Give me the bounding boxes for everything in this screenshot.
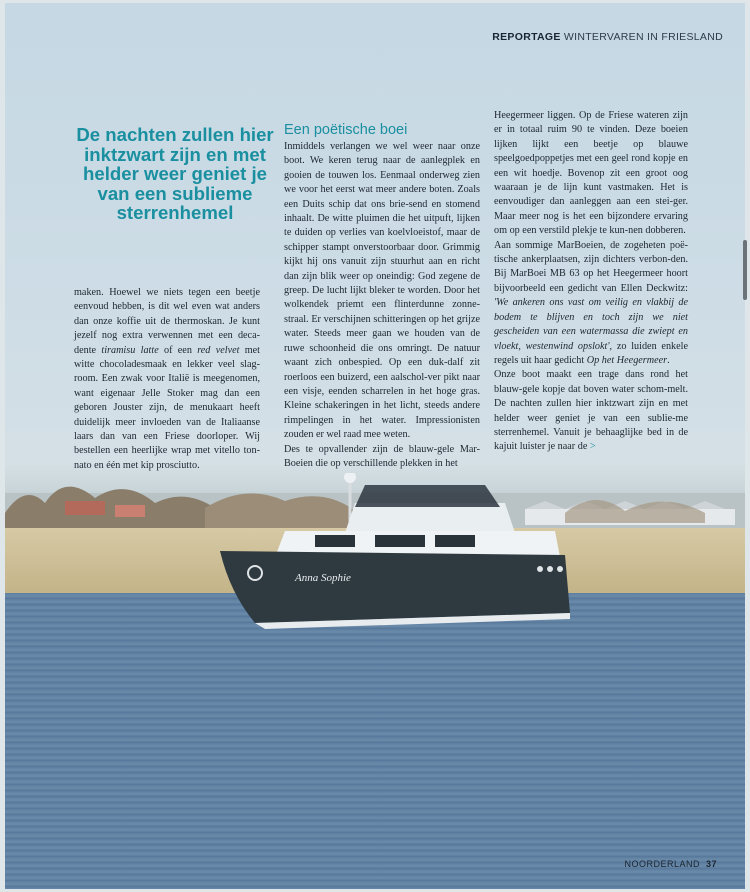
text-column-2 xyxy=(284,122,480,471)
boat-name: Anna Sophie xyxy=(295,572,351,584)
scrollbar-thumb[interactable] xyxy=(743,240,747,300)
text-run: met witte chocoladesmaak en lekker veel slag-room. Een zwak voor Italië is meegenomen, want eigenaar Jelle Stoker mag dan een geboren Jouster zijn, de menukaart heeft duidelijk meer invloeden van de Italiaanse laars dan van een Friese doorloper. Wij bestellen een heerlijke wrap met vitello ton-nato en één met kip prosciutto. xyxy=(74,344,261,471)
text-column-1 xyxy=(74,286,260,473)
page-footer xyxy=(624,859,717,869)
italic-term: tiramisu latte xyxy=(101,344,159,356)
text-run: , zo luiden enkele regels uit haar gedicht xyxy=(494,340,688,366)
paragraph: Heegermeer liggen. Op de Friese wateren zijn er in totaal ruim 90 te vinden. Deze boeien lijken lijkt een beetje op blauwe speelgoedpoppetjes met een geel rond kopje en een wit hoedje. Bovenop zit een groot oog waaraan je de lijn kunt vastmaken. Het is eenvoudiger dan aanleggen aan een stei-ger. Maar meer nog is het een bijzondere ervaring om op een verstild plekje te kun-nen dobberen. xyxy=(494,110,688,237)
text-run: of een xyxy=(158,344,198,356)
text-run: maken. Hoewel we niets tegen een beetje eenvoud hebben, is dit wel even wat anders dan onze koffie uit de thermoskan. Je kunt jezelf nog extra verwennen met een deca-dente xyxy=(74,287,260,356)
poem-title: Op het Heegermeer xyxy=(586,354,668,366)
text-run: Onze boot maakt een trage dans rond het blauw-gele kopje dat boven water schom-melt. De nachten zullen hier inktzwart zijn en met helder weer geniet je van een sublie-me sterrenhemel. Vanuit je behaaglijke bed in de kajuit luister je naar de xyxy=(494,369,688,453)
text-run: Aan sommige MarBoeien, de zogeheten poë-tische ankerplaatsen, zijn dichters verbon-den. Bij MarBoei MB 63 op het Heegermeer hoort bijvoorbeeld een gedicht van Ellen Deckwitz: xyxy=(494,239,688,294)
continue-arrow-icon[interactable]: > xyxy=(589,441,596,453)
paragraph xyxy=(494,368,688,454)
boat-illustration xyxy=(215,473,585,633)
italic-term: red velvet xyxy=(197,344,240,356)
paragraph xyxy=(74,286,260,473)
magazine-name: NOORDERLAND xyxy=(624,859,700,869)
paragraph xyxy=(494,239,688,369)
subheading: Een poëtische boei xyxy=(284,122,408,138)
section-subtitle: WINTERVAREN IN FRIESLAND xyxy=(563,31,723,43)
text-run: . xyxy=(667,354,670,366)
paragraph: Inmiddels verlangen we wel weer naar onze boot. We keren terug naar de aanlegplek en gooien de touwen los. Eenmaal onderweg zien we voor het eerst wat meer andere boten. Zoals een Duits schip dat ons brie-send en stomend inhaalt. De witte pluimen die het uitpuft, lijken te duiden op verlies van koelvloeistof, maar de schipper stampt onverstoorbaar door. Grimmig kijkt hij ons vanuit zijn stuurhut aan en richt dan zijn blik weer op oneindig: God zegene de greep. De lucht lijkt bleker te worden. Door het wolkendek priemt een flinterdunne zonne-straal. Er verschijnen schitteringen op het grijze water. Steeds meer gaan we houden van de ruwe schoonheid die ons omringt. De natuur waant zich onbespied. Op een duk-dalf zit roerloos een buizerd, een aalschol-ver pikt naar een visje, eenden scharrelen in het hoge gras. Kleine schakeringen in het licht, steeds andere rimpelingen in het water. Impressionisten zouden er wel raad mee weten. xyxy=(284,141,480,441)
lake-water xyxy=(5,593,745,889)
section-header xyxy=(492,31,723,43)
text-column-3 xyxy=(494,109,688,455)
page-number: 37 xyxy=(705,859,717,869)
magazine-page xyxy=(5,3,745,889)
paragraph: Des te opvallender zijn de blauw-gele Mar-Boeien die op verschillende plekken in het xyxy=(284,443,480,469)
poem-quote: 'We ankeren ons vast om veilig en vlakbij de bodem te blijven en toch zijn we niet gescheiden van een watermassa die zwiept en vloekt, westenwind opslokt' xyxy=(494,297,688,352)
section-label: REPORTAGE xyxy=(492,31,561,43)
pull-quote: De nachten zullen hier inktzwart zijn en met helder weer geniet je van een sublieme sterrenhemel xyxy=(76,124,274,223)
